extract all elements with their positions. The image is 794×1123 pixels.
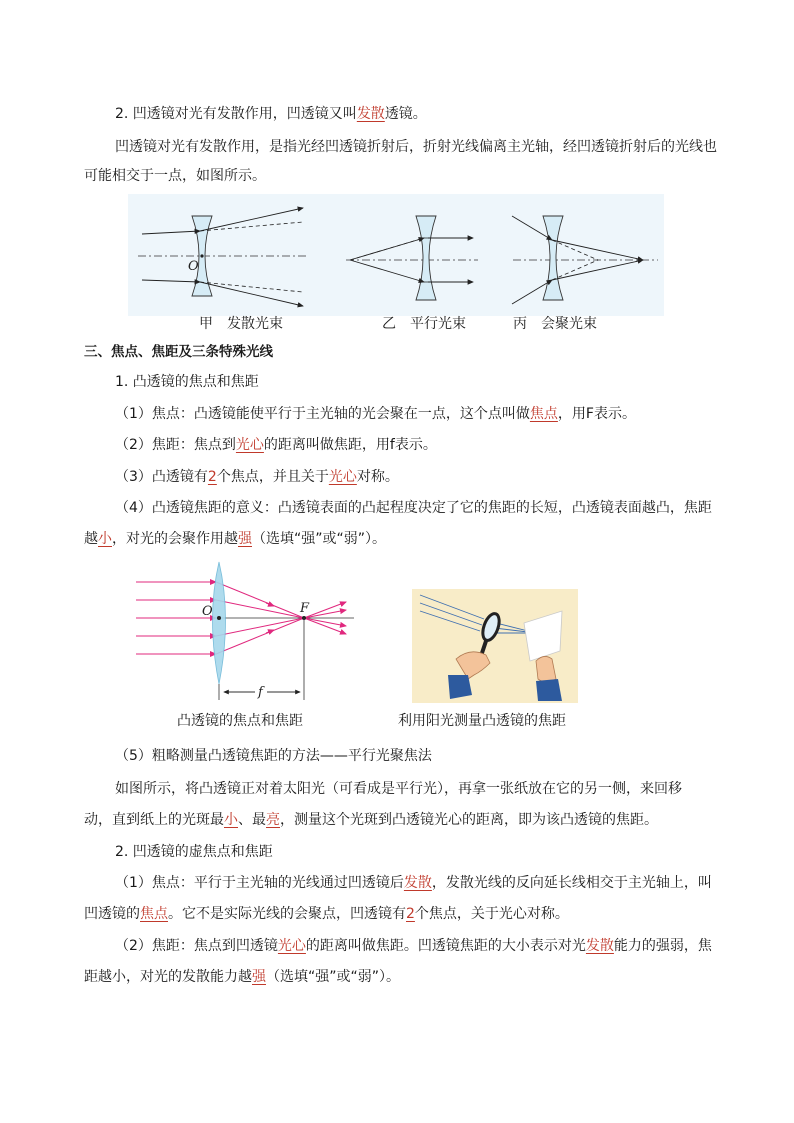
item-method: （5）粗略测量凸透镜焦距的方法——平行光聚焦法 xyxy=(115,748,432,764)
answer-blank: 发散 xyxy=(585,938,614,954)
optical-center-label: O xyxy=(202,604,213,619)
item-concave-lens-diverging: 2. 凹透镜对光有发散作用，凹透镜又叫发散透镜。 xyxy=(115,106,427,122)
right-sleeve xyxy=(536,679,562,701)
answer-blank: 光心 xyxy=(235,437,264,453)
figure-background xyxy=(128,194,664,316)
answer-blank: 发散 xyxy=(403,875,432,891)
left-sleeve xyxy=(448,675,472,699)
caption-sunlight-method: 利用阳光测量凸透镜的焦距 xyxy=(398,713,566,729)
optical-center-label: O xyxy=(188,259,199,274)
answer-blank: 强 xyxy=(252,969,266,985)
caption-parallel: 乙 平行光束 xyxy=(382,316,466,332)
answer-blank: 强 xyxy=(238,531,252,547)
answer-blank: 小 xyxy=(224,812,238,828)
figure-sunlight-measurement xyxy=(412,589,578,703)
answer-blank: 焦点 xyxy=(529,406,558,422)
item-focal-length: （2）焦距：焦点到光心的距离叫做焦距，用f表示。 xyxy=(115,437,437,453)
answer-blank: 亮 xyxy=(266,812,280,828)
answer-blank: 小 xyxy=(98,531,112,547)
subheading: 2. 凹透镜的虚焦点和焦距 xyxy=(115,844,273,860)
answer-blank: 2 xyxy=(406,906,415,922)
paragraph-line: （4）凸透镜焦距的意义：凸透镜表面的凸起程度决定了它的焦距的长短，凸透镜表面越凸，焦距 xyxy=(115,500,712,516)
item-virtual-focus: （1）焦点：平行于主光轴的光线通过凹透镜后发散，发散光线的反向延长线相交于主光轴上，叫 xyxy=(115,875,712,891)
focus-label: F xyxy=(300,601,310,616)
answer-blank: 发散 xyxy=(356,106,385,122)
answer-blank: 2 xyxy=(207,469,217,485)
figure-concave-lens-beams xyxy=(128,194,664,316)
convex-lens xyxy=(213,562,226,684)
caption-convex-focus: 凸透镜的焦点和焦距 xyxy=(177,713,303,729)
item-concave-focal-length: （2）焦距：焦点到凹透镜光心的距离叫做焦距。凹透镜焦距的大小表示对光发散能力的强弱，焦 xyxy=(115,938,712,954)
caption-converging: 丙 会聚光束 xyxy=(513,316,597,332)
item-focus: （1）焦点：凸透镜能使平行于主光轴的光会聚在一点，这个点叫做焦点，用F表示。 xyxy=(115,406,636,422)
item-two-foci: （3）凸透镜有2个焦点，并且关于光心对称。 xyxy=(115,469,399,485)
paragraph-line: 可能相交于一点，如图所示。 xyxy=(84,168,266,184)
item-focal-meaning: 越小，对光的会聚作用越强（选填“强”或“弱”）。 xyxy=(84,531,387,547)
paragraph-line: 凹透镜对光有发散作用，是指光经凹透镜折射后，折射光线偏离主光轴，经凹透镜折射后的光线也 xyxy=(115,139,717,155)
paragraph-line: 凹透镜的焦点。它不是实际光线的会聚点，凹透镜有2个焦点，关于光心对称。 xyxy=(84,906,569,922)
paragraph-line: 距越小，对光的发散能力越强（选填“强”或“弱”）。 xyxy=(84,969,401,985)
focal-length-label: f xyxy=(258,685,263,700)
subheading: 1. 凸透镜的焦点和焦距 xyxy=(115,374,259,390)
section-heading: 三、焦点、焦距及三条特殊光线 xyxy=(84,344,273,360)
answer-blank: 焦点 xyxy=(140,906,168,922)
paragraph-line: 如图所示，将凸透镜正对着太阳光（可看成是平行光），再拿一张纸放在它的另一侧，来回移 xyxy=(115,781,682,797)
figure-convex-lens-focus xyxy=(136,560,354,706)
answer-blank: 光心 xyxy=(277,938,306,954)
paragraph-line: 动，直到纸上的光斑最小、最亮，测量这个光斑到凸透镜光心的距离，即为该凸透镜的焦距。 xyxy=(84,812,658,828)
answer-blank: 光心 xyxy=(328,469,357,485)
caption-diverging: 甲 发散光束 xyxy=(199,316,283,332)
